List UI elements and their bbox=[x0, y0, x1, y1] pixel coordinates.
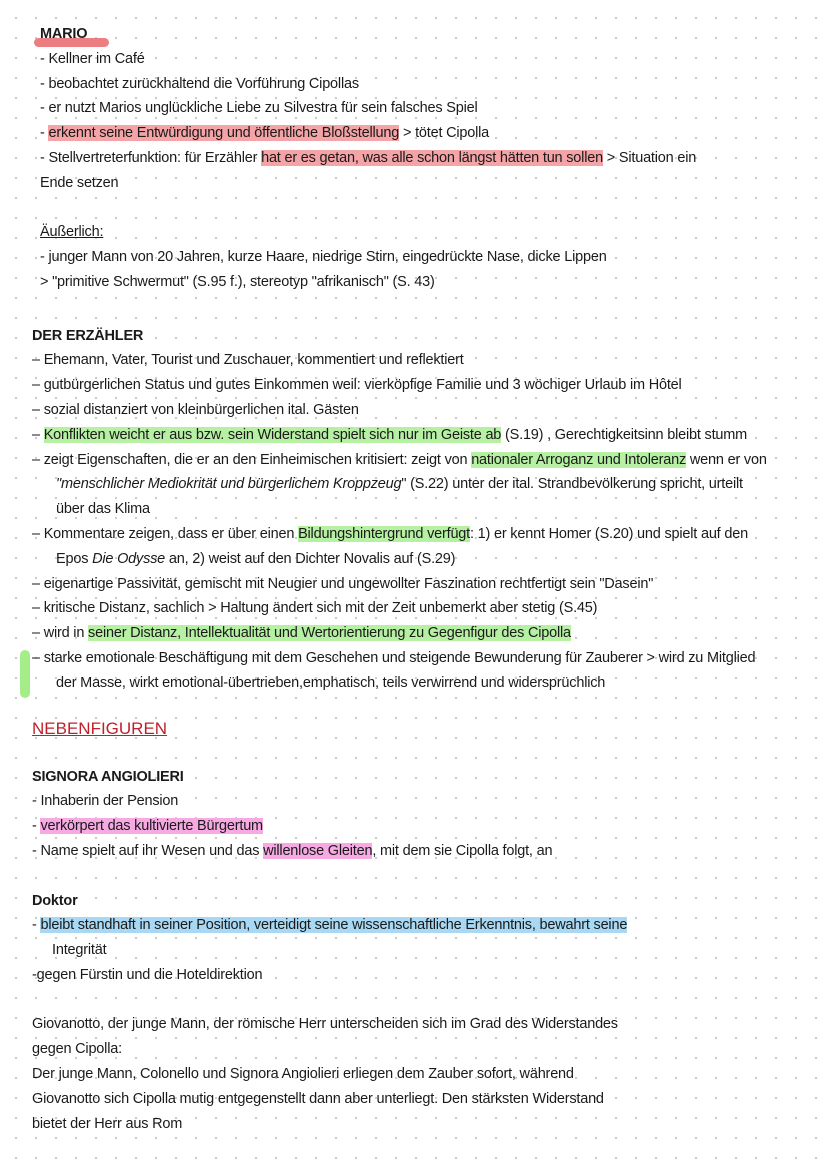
paragraph-line-1: Giovanotto, der junge Mann, der römische Herr unterscheiden sich im Grad des Widerstandes bbox=[32, 1016, 618, 1033]
mario-heading: MARIO bbox=[32, 22, 87, 47]
outer-line-1: - junger Mann von 20 Jahren, kurze Haare, niedrige Stirn, eingedrückte Nase, dicke Lippen bbox=[40, 249, 607, 266]
narrator-line-11: – kritische Distanz, sachlich > Haltung ändert sich mit der Zeit unbemerkt aber stetig (S.45) bbox=[32, 600, 598, 617]
narrator-line-14: der Masse, wirkt emotional-übertrieben,emphatisch, teils verwirrend und widersprüchlich bbox=[56, 674, 606, 691]
doktor-line-1 bbox=[32, 913, 802, 938]
narrator-heading: DER ERZÄHLER bbox=[32, 327, 144, 344]
highlight-pink: verkörpert das kultivierte Bürgertum bbox=[40, 818, 263, 835]
mario-line-1: - Kellner im Café bbox=[40, 50, 145, 67]
doktor-heading: Doktor bbox=[32, 892, 78, 909]
text: – bbox=[32, 426, 44, 443]
highlight-red: erkennt seine Entwürdigung und öffentliche Bloßstellung bbox=[48, 125, 400, 142]
signora-line-1: - Inhaberin der Pension bbox=[32, 793, 179, 810]
paragraph-line-5: bietet der Herr aus Rom bbox=[32, 1115, 183, 1132]
mario-line-3: - er nutzt Marios unglückliche Liebe zu Silvestra für sein falsches Spiel bbox=[40, 100, 478, 117]
outer-line-2: > "primitive Schwermut" (S.95 f.), stereotyp "afrikanisch" (S. 43) bbox=[40, 273, 435, 290]
green-marker-stroke bbox=[20, 650, 30, 698]
narrator-line-7: über das Klima bbox=[56, 501, 150, 518]
mario-line-2: - beobachtet zurückhaltend die Vorführung Cipollas bbox=[40, 75, 359, 92]
text: - bbox=[32, 818, 41, 835]
narrator-line-4 bbox=[32, 423, 802, 448]
mario-line-4 bbox=[32, 121, 802, 146]
narrator-line-8 bbox=[32, 522, 802, 547]
red-heading-text: NEBENFIGUREN bbox=[32, 718, 168, 738]
text: " (S.22) unter der ital. Strandbevölkerung spricht, urteilt bbox=[401, 476, 743, 493]
text: , mit dem sie Cipolla folgt, an bbox=[372, 842, 553, 859]
highlight-green: Bildungshintergrund verfügt bbox=[298, 525, 470, 542]
highlight-red: hat er es getan, was alle schon längst hätten tun sollen bbox=[261, 149, 603, 166]
notes-page bbox=[32, 22, 802, 1136]
text: – Kommentare zeigen, dass er über einen bbox=[32, 525, 299, 542]
mario-line-5 bbox=[32, 146, 802, 171]
narrator-line-3: – sozial distanziert von kleinbürgerlichen ital. Gästen bbox=[32, 401, 359, 418]
narrator-line-10: – eigenartige Passivität, gemischt mit Neugier und ungewollter Faszination rechtfertigt sein "Dasein" bbox=[32, 575, 654, 592]
highlight-green: seiner Distanz, Intellektualität und Wertorientierung zu Gegenfigur des Cipolla bbox=[88, 625, 571, 642]
narrator-line-6 bbox=[32, 472, 802, 497]
highlight-green: nationaler Arroganz und Intoleranz bbox=[471, 451, 687, 468]
text: > tötet Cipolla bbox=[399, 125, 490, 142]
mario-line-6: Ende setzen bbox=[40, 174, 119, 191]
mario-heading-line bbox=[32, 22, 802, 47]
highlight-green: Konflikten weicht er aus bzw. sein Widerstand spielt sich nur im Geiste ab bbox=[43, 426, 502, 443]
outer-heading bbox=[32, 220, 802, 245]
doktor-line-2: Integrität bbox=[52, 942, 107, 959]
signora-heading: SIGNORA ANGIOLIERI bbox=[32, 768, 184, 785]
text: - Stellvertreterfunktion: für Erzähler bbox=[40, 149, 262, 166]
underlined-text: Äußerlich: bbox=[40, 224, 104, 241]
narrator-line-5 bbox=[32, 448, 802, 473]
text: > Situation ein bbox=[602, 149, 697, 166]
quote-text: "menschlicher Mediokrität und bürgerlichem Kroppzeug bbox=[56, 476, 402, 493]
signora-line-2 bbox=[32, 814, 802, 839]
text: - bbox=[32, 917, 41, 934]
narrator-line-1: – Ehemann, Vater, Tourist und Zuschauer, kommentiert und reflektiert bbox=[32, 352, 464, 369]
narrator-line-2: – gutbürgerlichen Status und gutes Einkommen weil: vierköpfige Familie und 3 wöchiger Urlaub im Hôtel bbox=[32, 377, 682, 394]
text: wenn er von bbox=[686, 451, 767, 468]
narrator-line-13: – starke emotionale Beschäftigung mit dem Geschehen und steigende Bewunderung für Zauberer > wird zu Mitglied bbox=[32, 649, 756, 666]
text: - Name spielt auf ihr Wesen und das bbox=[32, 842, 264, 859]
narrator-line-12 bbox=[32, 621, 802, 646]
side-characters-heading bbox=[32, 714, 802, 745]
text: an, 2) weist auf den Dichter Novalis auf (S.29) bbox=[165, 550, 456, 567]
italic-title: Die Odysse bbox=[92, 550, 166, 567]
text: – wird in bbox=[32, 625, 89, 642]
narrator-line-9 bbox=[32, 547, 802, 572]
text: - bbox=[40, 125, 49, 142]
paragraph-line-4: Giovanotto sich Cipolla mutig entgegenstellt dann aber unterliegt. Den stärksten Widerstand bbox=[32, 1090, 604, 1107]
paragraph-line-2: gegen Cipolla: bbox=[32, 1041, 122, 1058]
text: : 1) er kennt Homer (S.20) und spielt auf den bbox=[470, 525, 748, 542]
highlight-pink: willenlose Gleiten bbox=[263, 842, 373, 859]
signora-line-3 bbox=[32, 839, 802, 864]
text: Epos bbox=[56, 550, 93, 567]
doktor-line-3: -gegen Fürstin und die Hoteldirektion bbox=[32, 966, 263, 983]
text: (S.19) , Gerechtigkeitsinn bleibt stumm bbox=[501, 426, 748, 443]
paragraph-line-3: Der junge Mann, Colonello und Signora Angiolieri erliegen dem Zauber sofort, während bbox=[32, 1066, 574, 1083]
text: – zeigt Eigenschaften, die er an den Einheimischen kritisiert: zeigt von bbox=[32, 451, 472, 468]
highlight-blue: bleibt standhaft in seiner Position, verteidigt seine wissenschaftliche Erkenntnis, bewahrt seine bbox=[40, 917, 628, 934]
